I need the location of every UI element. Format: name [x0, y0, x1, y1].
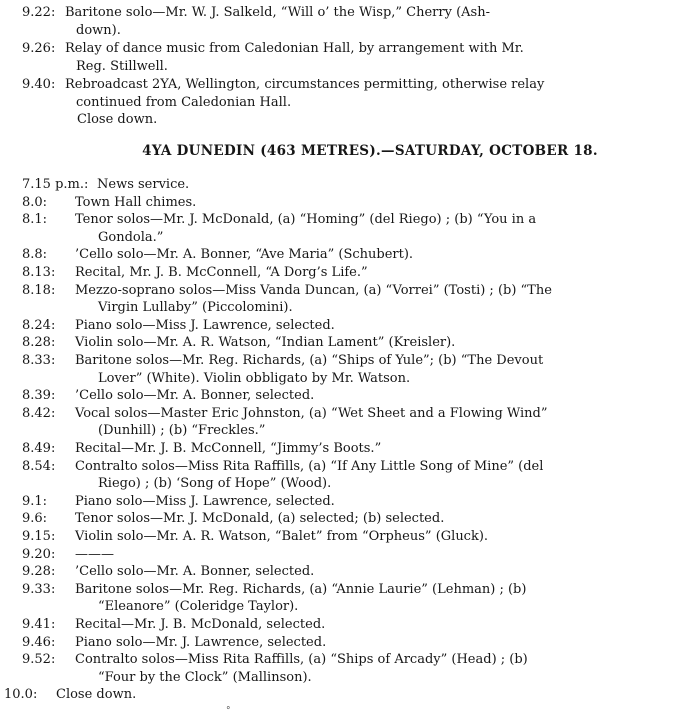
- entry-line: Violin solo—Mr. A. R. Watson, “Balet” from “Orpheus” (Gluck).: [75, 529, 489, 544]
- entry-text: [65, 76, 544, 111]
- entry-line: ———: [75, 546, 114, 562]
- entry-text: [75, 334, 455, 352]
- entry-text: [75, 458, 543, 493]
- entry-line: Gondola.”: [98, 229, 164, 245]
- entry-text: [75, 440, 381, 458]
- entry-text: [75, 634, 326, 652]
- entry-time: 9.46:: [22, 634, 56, 650]
- entry-time: 10.0:: [4, 687, 38, 703]
- entry-text: [75, 546, 114, 564]
- entry-line: Baritone solo—Mr. W. J. Salkeld, “Will o’ the Wisp,” Cherry (Ash-: [65, 5, 490, 20]
- entry-time: 8.1:: [22, 212, 48, 228]
- entry-text: [75, 246, 413, 264]
- entry-line: Contralto solos—Miss Rita Raffills, (a) “Ships of Arcady” (Head) ; (b): [75, 652, 528, 668]
- entry-line: Virgin Lullaby” (Piccolomini).: [98, 300, 293, 316]
- entry-line: Reg. Stillwell.: [76, 58, 168, 74]
- entry-time: 9.22:: [22, 5, 56, 20]
- entry-line: News service.: [97, 177, 190, 192]
- entry-line: ’Cello solo—Mr. A. Bonner, selected.: [75, 388, 315, 404]
- entry-text: [75, 211, 536, 246]
- entry-line: Relay of dance music from Caledonian Hall, by arrangement with Mr.: [65, 41, 524, 56]
- entry-text: [75, 405, 548, 440]
- entry-time: 7.15 p.m.:: [22, 177, 89, 192]
- entry-line: Piano solo—Mr. J. Lawrence, selected.: [75, 634, 327, 650]
- entry-time: 9.15:: [22, 529, 56, 544]
- entry-text: [75, 493, 335, 511]
- entry-line: Vocal solos—Master Eric Johnston, (a) “Wet Sheet and a Flowing Wind”: [75, 405, 548, 421]
- entry-line: Rebroadcast 2YA, Wellington, circumstances permitting, otherwise relay: [65, 77, 545, 92]
- entry-text: [75, 317, 335, 335]
- entry-line: “Eleanore” (Coleridge Taylor).: [98, 599, 299, 615]
- entry-line: Tenor solos—Mr. J. McDonald, (a) “Homing” (del Riego) ; (b) “You in a: [75, 212, 537, 228]
- entry-line: Piano solo—Miss J. Lawrence, selected.: [75, 317, 335, 333]
- entry-time: 9.1:: [22, 493, 48, 509]
- entry-time: 9.33:: [22, 581, 56, 597]
- entry-line: Recital—Mr. J. B. McConnell, “Jimmy’s Boots.”: [75, 441, 382, 456]
- print-mark: °: [226, 706, 231, 716]
- entry-line: Town Hall chimes.: [75, 194, 197, 210]
- entry-line: Tenor solos—Mr. J. McDonald, (a) selected; (b) selected.: [75, 511, 445, 527]
- entry-line: “Four by the Clock” (Mallinson).: [98, 669, 312, 685]
- entry-time: 9.6:: [22, 511, 48, 527]
- entry-line: Recital—Mr. J. B. McDonald, selected.: [75, 617, 326, 632]
- entry-time: 9.40:: [22, 77, 56, 92]
- entry-time: 8.8:: [22, 247, 48, 263]
- station-heading: 4YA DUNEDIN (463 METRES).—SATURDAY, OCTOBER 18.: [142, 143, 598, 159]
- entry-line: (Dunhill) ; (b) “Freckles.”: [98, 423, 266, 439]
- entry-time: 8.49:: [22, 441, 56, 456]
- entry-text: [56, 686, 136, 704]
- entry-text: [75, 581, 526, 616]
- close-down-text: Close down.: [77, 112, 158, 127]
- entry-line: down).: [76, 22, 121, 38]
- entry-text: [65, 4, 490, 39]
- entry-time: 8.18:: [22, 282, 56, 298]
- entry-text: [75, 510, 444, 528]
- entry-time: 9.20:: [22, 546, 56, 562]
- entry-line: Recital, Mr. J. B. McConnell, “A Dorg’s Life.”: [75, 265, 368, 280]
- entry-line: Baritone solos—Mr. Reg. Richards, (a) “Ships of Yule”; (b) “The Devout: [75, 353, 544, 368]
- entry-line: ’Cello solo—Mr. A. Bonner, “Ave Maria” (Schubert).: [75, 247, 414, 263]
- entry-text: [75, 528, 488, 546]
- entry-text: [75, 387, 314, 405]
- entry-time: 8.42:: [22, 405, 56, 421]
- entry-text: [75, 264, 368, 282]
- entry-line: continued from Caledonian Hall.: [76, 94, 292, 110]
- entry-time: 8.0:: [22, 194, 48, 210]
- entry-text: [97, 176, 189, 194]
- entry-line: ’Cello solo—Mr. A. Bonner, selected.: [75, 564, 315, 580]
- entry-text: [75, 194, 196, 212]
- entry-line: Baritone solos—Mr. Reg. Richards, (a) “Annie Laurie” (Lehman) ; (b): [75, 581, 527, 597]
- entry-time: 9.28:: [22, 564, 56, 580]
- entry-line: Piano solo—Miss J. Lawrence, selected.: [75, 493, 335, 509]
- entry-text: [75, 616, 325, 634]
- entry-line: Mezzo-soprano solos—Miss Vanda Duncan, (a) “Vorrei” (Tosti) ; (b) “The: [75, 282, 552, 298]
- entry-line: Contralto solos—Miss Rita Raffills, (a) “If Any Little Song of Mine” (del: [75, 458, 544, 474]
- entry-time: 8.54:: [22, 458, 56, 474]
- entry-text: [75, 282, 552, 317]
- entry-time: 9.41:: [22, 617, 56, 632]
- entry-line: Lover” (White). Violin obbligato by Mr. Watson.: [98, 370, 411, 386]
- entry-time: 8.13:: [22, 265, 56, 280]
- entry-time: 9.52:: [22, 652, 56, 668]
- entry-line: Violin solo—Mr. A. R. Watson, “Indian Lament” (Kreisler).: [75, 335, 456, 351]
- entry-line: Riego) ; (b) ‘Song of Hope” (Wood).: [98, 476, 332, 492]
- entry-line: Close down.: [56, 687, 137, 703]
- entry-time: 8.24:: [22, 317, 56, 333]
- entry-text: [75, 563, 314, 581]
- entry-time: 8.33:: [22, 353, 56, 368]
- entry-text: [75, 651, 528, 686]
- entry-time: 8.39:: [22, 388, 56, 404]
- entry-text: [75, 352, 543, 387]
- entry-time: 9.26:: [22, 41, 56, 56]
- entry-text: [65, 40, 524, 75]
- entry-time: 8.28:: [22, 335, 56, 351]
